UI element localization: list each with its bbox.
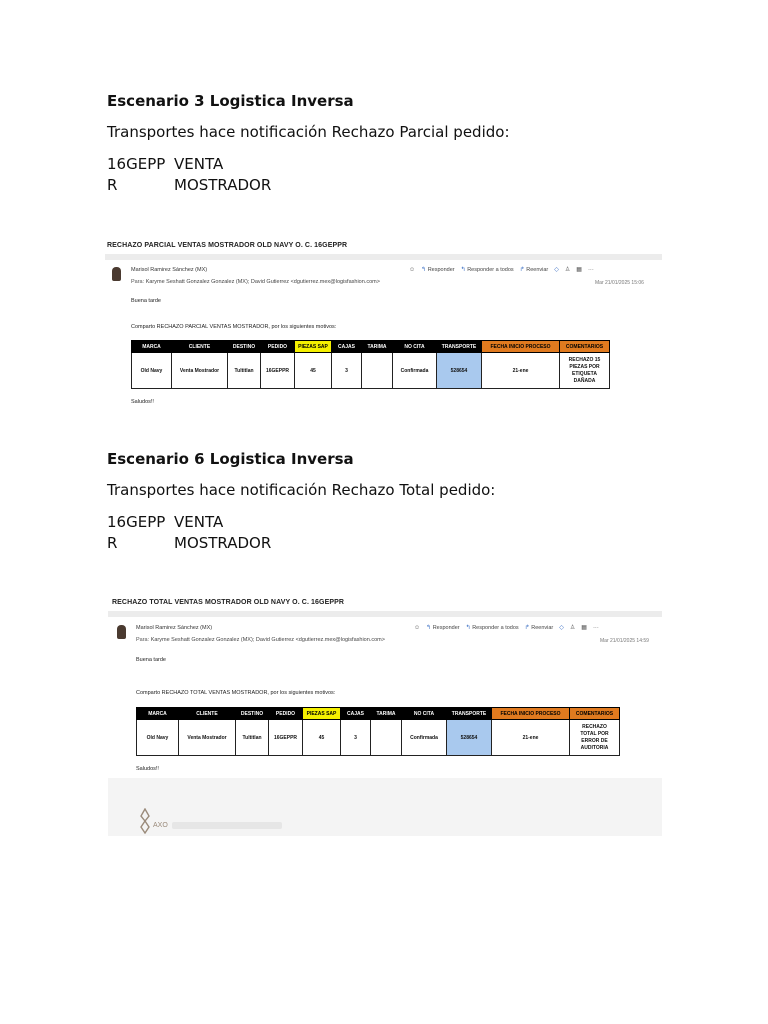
email-date: Mar 21/01/2025 15:06 bbox=[595, 280, 644, 286]
forward-button[interactable]: ↱ Reenviar bbox=[519, 267, 549, 273]
email-intro: Comparto RECHAZO TOTAL VENTAS MOSTRADOR, por los siguientes motivos: bbox=[136, 690, 336, 696]
table-row bbox=[132, 353, 610, 389]
emoji-icon[interactable]: ☺ bbox=[414, 624, 421, 631]
grid-icon[interactable]: ▦ bbox=[581, 625, 587, 631]
rejection-table bbox=[131, 340, 610, 389]
forward-button[interactable]: ↱ Reenviar bbox=[524, 625, 554, 631]
header-divider bbox=[108, 611, 662, 617]
like-icon[interactable]: ♙ bbox=[564, 267, 571, 273]
avatar bbox=[112, 267, 121, 281]
col-header: COMENTARIOS bbox=[560, 341, 610, 353]
col-header: TRANSPORTE bbox=[437, 341, 482, 353]
to-label: Para: bbox=[131, 279, 145, 285]
col-header: NO CITA bbox=[402, 708, 447, 720]
more-icon[interactable]: ··· bbox=[592, 624, 599, 631]
cell-tarima bbox=[371, 720, 402, 756]
email-to bbox=[136, 637, 385, 643]
col-header: PIEZAS SAP bbox=[295, 341, 332, 353]
emoji-icon[interactable]: ☺ bbox=[409, 266, 416, 273]
reply-all-button[interactable]: ↰ Responder a todos bbox=[465, 625, 519, 631]
table-header-row bbox=[132, 341, 610, 353]
email-date: Mar 21/01/2025 14:59 bbox=[600, 638, 649, 644]
col-header: NO CITA bbox=[393, 341, 437, 353]
cell-transporte: 528654 bbox=[447, 720, 492, 756]
col-header: PEDIDO bbox=[269, 708, 303, 720]
email-screenshot-partial bbox=[105, 236, 662, 436]
code-cell: 16GEPP bbox=[107, 513, 166, 531]
cell-cita: Confirmada bbox=[393, 353, 437, 389]
cell-fecha: 21-ene bbox=[482, 353, 560, 389]
forward-icon: ↱ bbox=[524, 625, 530, 631]
col-header: COMENTARIOS bbox=[570, 708, 620, 720]
col-header: DESTINO bbox=[228, 341, 261, 353]
email-subject: RECHAZO TOTAL VENTAS MOSTRADOR OLD NAVY O. C. 16GEPPR bbox=[112, 599, 345, 606]
grid-icon[interactable]: ▦ bbox=[576, 267, 582, 273]
logo-text: AXO bbox=[153, 822, 168, 829]
like-icon[interactable]: ♙ bbox=[569, 625, 576, 631]
code-cell: VENTA bbox=[174, 155, 224, 173]
scenario6-text: Transportes hace notificación Rechazo Total pedido: bbox=[107, 481, 496, 499]
cell-cita: Confirmada bbox=[402, 720, 447, 756]
cell-tarima bbox=[362, 353, 393, 389]
reply-button[interactable]: ↰ Responder bbox=[421, 267, 455, 273]
cell-transporte: 528654 bbox=[437, 353, 482, 389]
email-closing: Saludos!! bbox=[131, 399, 154, 405]
scenario6-heading: Escenario 6 Logistica Inversa bbox=[107, 450, 354, 468]
cell-comentarios: RECHAZO 15 PIEZAS POR ETIQUETA DAÑADA bbox=[560, 353, 610, 389]
signature-blur bbox=[172, 822, 282, 829]
col-header: CAJAS bbox=[332, 341, 362, 353]
cell-pedido: 16GEPPR bbox=[261, 353, 295, 389]
cell-cajas: 3 bbox=[332, 353, 362, 389]
cell-cliente: Venta Mostrador bbox=[172, 353, 228, 389]
col-header: MARCA bbox=[132, 341, 172, 353]
cell-cliente: Venta Mostrador bbox=[179, 720, 236, 756]
col-header: FECHA INICIO PROCESO bbox=[482, 341, 560, 353]
to-rest: David Gutierrez <dgutierrez.mex@logisfashion.com> bbox=[255, 637, 385, 643]
scenario6-code-row2 bbox=[107, 533, 271, 554]
code-cell: MOSTRADOR bbox=[174, 534, 272, 552]
cell-fecha: 21-ene bbox=[492, 720, 570, 756]
cell-marca: Old Navy bbox=[137, 720, 179, 756]
reply-icon: ↰ bbox=[426, 625, 432, 631]
header-divider bbox=[105, 254, 662, 260]
scenario3-heading: Escenario 3 Logistica Inversa bbox=[107, 92, 354, 110]
cell-pedido: 16GEPPR bbox=[269, 720, 303, 756]
col-header: CLIENTE bbox=[179, 708, 236, 720]
to-main: Karyme Seshatt Gonzalez Gonzalez (MX); bbox=[150, 637, 255, 643]
col-header: MARCA bbox=[137, 708, 179, 720]
email-from: Marisol Ramirez Sánchez (MX) bbox=[136, 625, 213, 631]
col-header: CLIENTE bbox=[172, 341, 228, 353]
code-cell: MOSTRADOR bbox=[174, 176, 272, 194]
avatar bbox=[117, 625, 126, 639]
reply-button[interactable]: ↰ Responder bbox=[426, 625, 460, 631]
col-header: TRANSPORTE bbox=[447, 708, 492, 720]
col-header: CAJAS bbox=[341, 708, 371, 720]
more-icon[interactable]: ··· bbox=[587, 266, 594, 273]
reply-all-icon: ↰ bbox=[465, 625, 471, 631]
email-from: Marisol Ramirez Sánchez (MX) bbox=[131, 267, 208, 273]
scenario3-code-row1 bbox=[107, 154, 223, 175]
to-label: Para: bbox=[136, 637, 150, 643]
email-screenshot-total bbox=[108, 594, 662, 836]
cell-piezas: 45 bbox=[295, 353, 332, 389]
copilot-icon[interactable]: ◇ bbox=[559, 625, 564, 631]
cell-piezas: 45 bbox=[303, 720, 341, 756]
col-header: PIEZAS SAP bbox=[303, 708, 341, 720]
cell-destino: Tultitlan bbox=[236, 720, 269, 756]
scenario6-code-row1 bbox=[107, 512, 223, 533]
email-actions bbox=[409, 266, 594, 273]
col-header: TARIMA bbox=[362, 341, 393, 353]
to-rest: David Gutierrez <dgutierrez.mex@logisfashion.com> bbox=[250, 279, 380, 285]
col-header: FECHA INICIO PROCESO bbox=[492, 708, 570, 720]
email-subject: RECHAZO PARCIAL VENTAS MOSTRADOR OLD NAVY O. C. 16GEPPR bbox=[107, 242, 348, 249]
logo-icon bbox=[138, 808, 152, 834]
table-row bbox=[137, 720, 620, 756]
code-cell: 16GEPP bbox=[107, 155, 166, 173]
email-greeting: Buena tarde bbox=[136, 657, 166, 663]
col-header: DESTINO bbox=[236, 708, 269, 720]
cell-marca: Old Navy bbox=[132, 353, 172, 389]
col-header: TARIMA bbox=[371, 708, 402, 720]
code-cell: R bbox=[107, 534, 118, 552]
reply-all-button[interactable]: ↰ Responder a todos bbox=[460, 267, 514, 273]
email-to bbox=[131, 279, 380, 285]
scenario3-text: Transportes hace notificación Rechazo Parcial pedido: bbox=[107, 123, 510, 141]
email-actions bbox=[414, 624, 599, 631]
copilot-icon[interactable]: ◇ bbox=[554, 267, 559, 273]
cell-comentarios: RECHAZO TOTAL POR ERROR DE AUDITORIA bbox=[570, 720, 620, 756]
email-closing: Saludos!! bbox=[136, 766, 159, 772]
table-header-row bbox=[137, 708, 620, 720]
reply-all-icon: ↰ bbox=[460, 267, 466, 273]
to-main: Karyme Seshatt Gonzalez Gonzalez (MX); bbox=[145, 279, 250, 285]
cell-destino: Tultitlan bbox=[228, 353, 261, 389]
email-greeting: Buena tarde bbox=[131, 298, 161, 304]
scenario3-code-row2 bbox=[107, 175, 271, 196]
code-cell: VENTA bbox=[174, 513, 224, 531]
forward-icon: ↱ bbox=[519, 267, 525, 273]
cell-cajas: 3 bbox=[341, 720, 371, 756]
code-cell: R bbox=[107, 176, 118, 194]
rejection-table bbox=[136, 707, 620, 756]
reply-icon: ↰ bbox=[421, 267, 427, 273]
col-header: PEDIDO bbox=[261, 341, 295, 353]
email-intro: Comparto RECHAZO PARCIAL VENTAS MOSTRADOR, por los siguientes motivos: bbox=[131, 324, 337, 330]
